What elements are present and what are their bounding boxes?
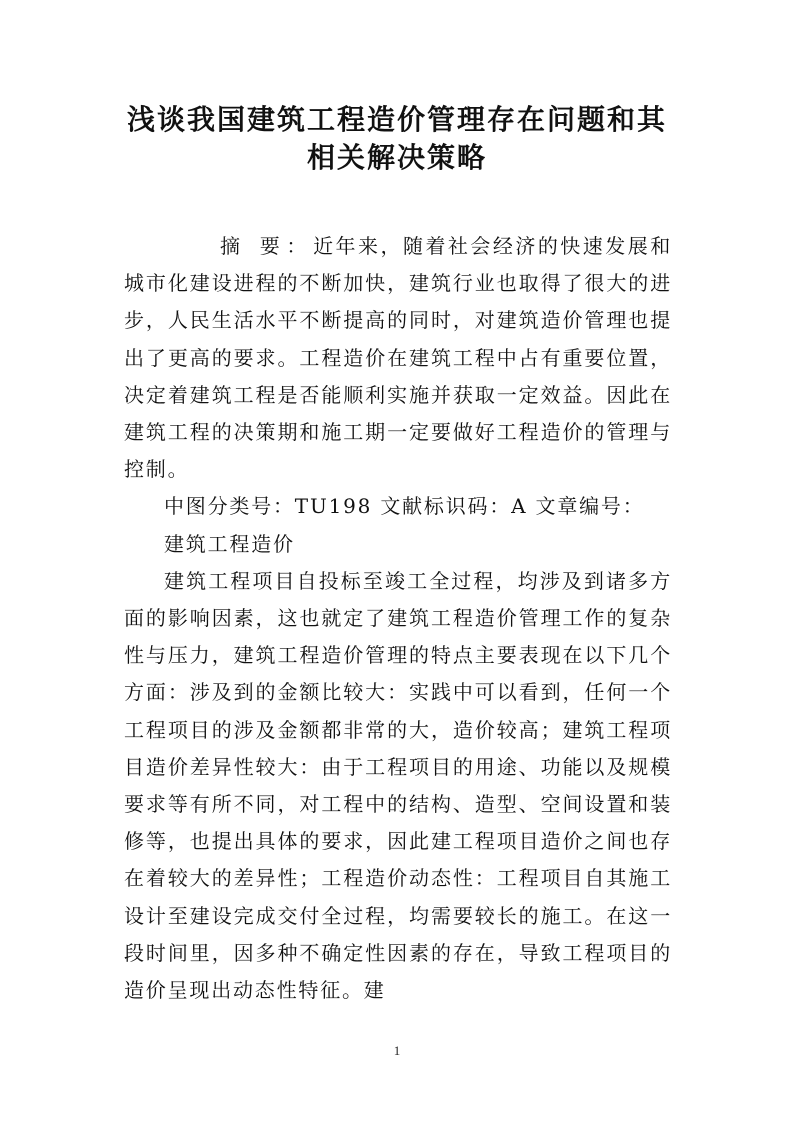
page-number: 1 — [393, 1043, 401, 1058]
abstract-label: 摘 要： — [220, 234, 314, 258]
abstract-paragraph — [124, 228, 672, 488]
document-title-line-2: 相关解决策略 — [306, 141, 487, 174]
keywords-line: 建筑工程造价 — [164, 531, 295, 556]
classification-line: 中图分类号：TU198 文献标识码：A 文章编号： — [164, 494, 645, 519]
document-title-line-1: 浅谈我国建筑工程造价管理存在问题和其 — [126, 103, 667, 136]
document-body — [124, 228, 672, 1009]
body-paragraph: 建筑工程项目自投标至竣工全过程，均涉及到诸多方面的影响因素，这也就定了建筑工程造价管理工作的复杂性与压力，建筑工程造价管理的特点主要表现在以下几个方面：涉及到的金额比较大：实践中可以看到，任何一个工程项目的涉及金额都非常的大，造价较高；建筑工程项目造价差异性较大：由于工程项目的用途、功能以及规模要求等有所不同，对工程中的结构、造型、空间设置和装修等，也提出具体的要求，因此建工程项目造价之间也存在着较大的差异性；工程造价动态性：工程项目自其施工设计至建设完成交付全过程，均需要较长的施工。在这一段时间里，因多种不确定性因素的存在，导致工程项目的造价呈现出动态性特征。建 — [124, 568, 672, 1003]
abstract-text: 近年来，随着社会经济的快速发展和城市化建设进程的不断加快，建筑行业也取得了很大的进步，人民生活水平不断提高的同时，对建筑造价管理也提出了更高的要求。工程造价在建筑工程中占有重要位置，决定着建筑工程是否能顺利实施并获取一定效益。因此在建筑工程的决策期和施工期一定要做好工程造价的管理与控制。 — [124, 234, 672, 482]
